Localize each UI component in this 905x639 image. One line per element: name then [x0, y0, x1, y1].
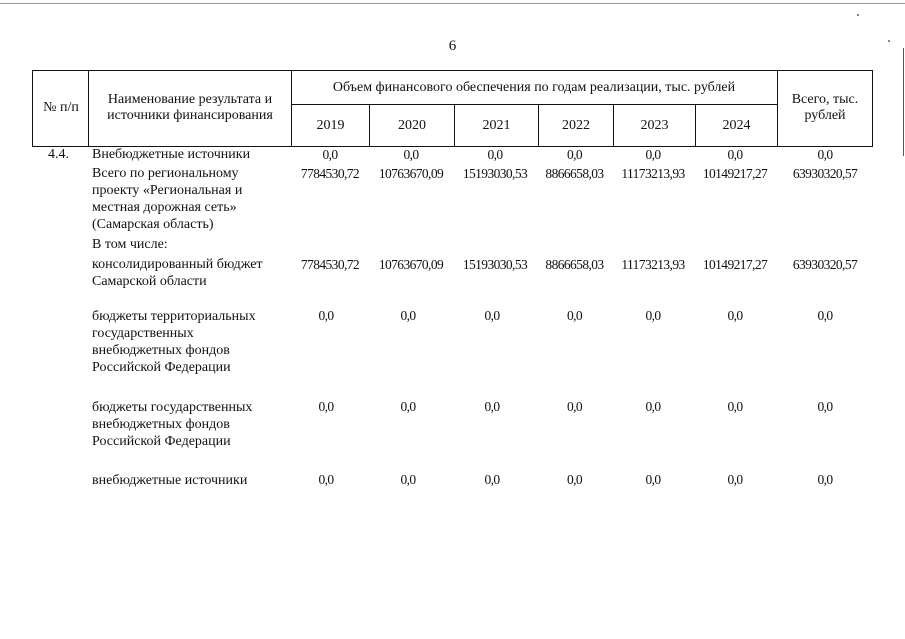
- scan-speck: [903, 48, 904, 156]
- scan-speck: [857, 14, 859, 16]
- cell-2023: 0,0: [645, 308, 661, 323]
- row-name: внебюджетных фондов: [92, 417, 230, 432]
- cell-2021: 0,0: [484, 308, 500, 323]
- cell-2021: 15193030,53: [462, 166, 528, 181]
- cell-2021: 0,0: [484, 472, 500, 487]
- header-year-2023: 2023: [640, 118, 669, 133]
- header-year-2020: 2020: [398, 118, 426, 133]
- row-name: местная дорожная сеть»: [92, 200, 237, 215]
- cell-2020: 0,0: [400, 399, 416, 414]
- cell-2022: 0,0: [566, 308, 583, 323]
- cell-2023: 11173213,93: [621, 257, 685, 272]
- header-divider: [777, 71, 778, 146]
- row-name: консолидированный бюджет: [92, 257, 263, 272]
- cell-2020: 0,0: [400, 308, 416, 323]
- cell-2023: 0,0: [645, 472, 661, 487]
- row-name: государственных: [92, 326, 194, 341]
- cell-total: 63930320,57: [792, 166, 858, 181]
- cell-2019: 7784530,72: [300, 166, 360, 181]
- row-name: внебюджетных фондов: [92, 343, 230, 358]
- cell-2022: 0,0: [566, 147, 583, 162]
- cell-2021: 15193030,53: [462, 257, 528, 272]
- header-divider: [291, 104, 777, 105]
- header-year-2021: 2021: [482, 118, 511, 133]
- row-name: проекту «Региональная и: [92, 183, 243, 198]
- row-name: внебюджетные источники: [92, 473, 248, 488]
- cell-2024: 10149217,27: [702, 257, 768, 272]
- row-name: Самарской области: [92, 274, 207, 289]
- cell-2021: 0,0: [487, 147, 503, 162]
- cell-2023: 0,0: [645, 147, 661, 162]
- header-name: Наименование результата и источники финансирования: [107, 92, 273, 123]
- cell-total: 0,0: [817, 472, 833, 487]
- cell-2020: 0,0: [403, 147, 419, 162]
- row-name: Всего по региональному: [92, 166, 239, 181]
- header-num: № п/п: [43, 100, 79, 115]
- cell-2024: 0,0: [727, 399, 743, 414]
- cell-2023: 0,0: [645, 399, 661, 414]
- cell-2020: 0,0: [400, 472, 416, 487]
- cell-2020: 10763670,09: [378, 166, 444, 181]
- cell-2019: 7784530,72: [300, 257, 360, 272]
- cell-2022: 8866658,03: [545, 166, 604, 181]
- header-year-2019: 2019: [316, 118, 345, 133]
- row-name: бюджеты государственных: [92, 400, 253, 415]
- row-name: Российской Федерации: [92, 360, 231, 375]
- cell-2019: 0,0: [318, 472, 334, 487]
- scan-edge-line: [0, 3, 905, 4]
- header-year-2022: 2022: [562, 118, 590, 133]
- table-header: [32, 70, 873, 147]
- cell-2024: 0,0: [727, 472, 743, 487]
- header-year-2024: 2024: [722, 118, 751, 133]
- cell-2022: 8866658,03: [545, 257, 604, 272]
- row-name: Внебюджетные источники: [92, 147, 251, 162]
- cell-2024: 0,0: [727, 308, 743, 323]
- page-number: 6: [448, 38, 457, 54]
- header-divider: [88, 71, 89, 146]
- cell-2019: 0,0: [318, 399, 334, 414]
- cell-2024: 10149217,27: [702, 166, 768, 181]
- cell-total: 0,0: [817, 308, 833, 323]
- row-name: бюджеты территориальных: [92, 309, 256, 324]
- cell-2023: 11173213,93: [621, 166, 685, 181]
- cell-2019: 0,0: [322, 147, 338, 162]
- cell-2022: 0,0: [566, 472, 583, 487]
- row-name: В том числе:: [92, 237, 168, 252]
- header-total: Всего, тыс. рублей: [791, 92, 859, 123]
- header-group: Объем финансового обеспечения по годам реализации, тыс. рублей: [332, 80, 736, 95]
- cell-total: 0,0: [817, 399, 833, 414]
- row-name: (Самарская область): [92, 217, 214, 232]
- cell-2022: 0,0: [566, 399, 583, 414]
- cell-total: 63930320,57: [792, 257, 858, 272]
- cell-2024: 0,0: [727, 147, 743, 162]
- row-number: 4.4.: [48, 147, 69, 162]
- cell-2021: 0,0: [484, 399, 500, 414]
- row-name: Российской Федерации: [92, 434, 231, 449]
- cell-total: 0,0: [817, 147, 833, 162]
- cell-2020: 10763670,09: [378, 257, 444, 272]
- cell-2019: 0,0: [318, 308, 334, 323]
